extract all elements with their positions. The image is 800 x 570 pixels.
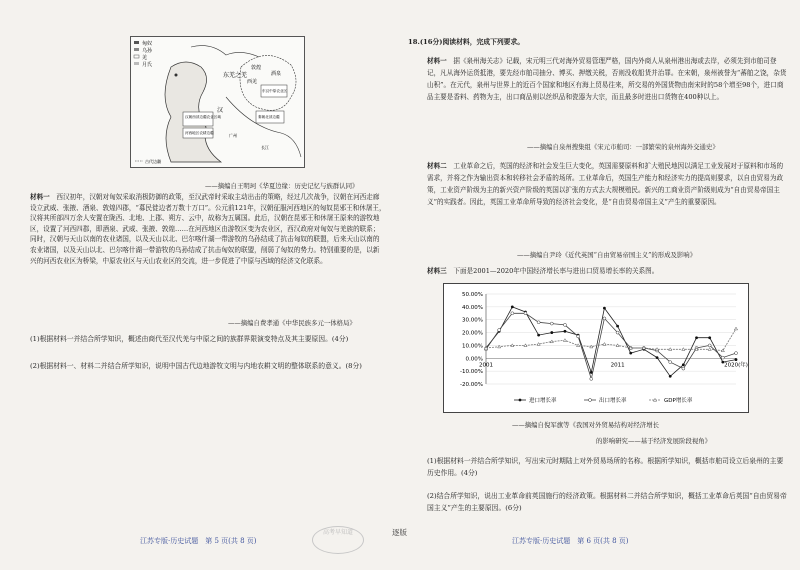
place-guangzhou: 广州 [229,133,237,138]
y-tick-label: 50.00% [462,292,483,298]
series-1-point [629,352,632,355]
series-1-point [669,375,672,378]
y-tick-label: 10.00% [462,343,483,350]
y-tick-label: -20.00% [460,382,483,388]
legend-swatch-2 [134,48,139,51]
series-3-point [734,327,737,330]
y-tick-label: 40.00% [462,304,483,311]
chart-svg [444,284,748,412]
series-2-point [511,312,514,315]
r-material1-label: 材料一 [427,57,447,65]
series-2-point [735,352,738,355]
place-xiqiang: 西羌 [247,79,258,85]
r-material2-text: 工业革命之后，英国的经济和社会发生巨大变化，英国需要原料和扩大殖民地因以满足工业发展对于原料和市场的需求，并将之作为输出资本和转移社会矛盾的场所。工业革命后，英国生产能力和经济实力的提高则要求，以自由贸易为政策，工业资产阶级为主的新兴资产阶级的英国以扩张的方式去大规模殖民。新兴的工商业资产阶级则成为“自由贸易帝国主义”的实践者。因此，英国工业革命所导致的经济社会变化，是“自由贸易帝国主义”产生的重要原因。 [427,162,784,206]
series-1-point [695,336,698,339]
legend-swatch-1 [134,41,139,44]
series-1-point [721,361,724,364]
series-1-point [564,330,567,333]
x-tick-label: 2001 [479,362,493,369]
region-box-2-label: 河西地区农耕边疆 [185,131,214,135]
legend-label-3: GDP增长率 [664,398,693,404]
r-question-1: (1)根据材料一并结合所学知识，写出宋元时期陆上对外贸易场所的名称。根据所学知识，概括市舶司设立后泉州的主要历史作用。(4分) [427,457,784,477]
series-2-point [577,335,580,338]
series-1-point [656,356,659,359]
series-1-point [735,358,738,361]
y-tick-label: 30.00% [462,317,483,324]
legend-border-label: 古代边疆 [145,159,161,164]
material1-source: ——摘编自费孝通《中华民族多元一体格局》 [228,319,356,327]
material1-label: 材料一 [30,193,50,201]
question-1: (1)根据材料一并结合所学知识，概述由商代至汉代羌与中原之间的族群界限演变特点及其主要原因。(4分) [30,335,349,343]
left-footer: 江苏专版·历史试题 第 5 页(共 8 页) [140,537,257,545]
place-han: 汉 [217,107,224,114]
legend-label-1: 匈奴 [142,41,153,47]
series-1-point [511,305,514,308]
city-marker [175,74,178,77]
series-2-point [524,312,527,315]
legend-swatch-3 [134,55,139,58]
region-box-3-label: 秦朝北部边疆 [258,115,280,119]
r-material1-text: 据《泉州海关志》记载，宋元明三代对海外贸易管理严格，国内外商人从泉州港出海或去岸，必须先到市舶司登记，凡从海外运货抵港，要先经市舶司抽分、博买、押缴关税，否则没收船货并治罪。在宋朝，泉州被誉为“蕃舶之饶，杂货山积”。在元代，泉州与世界上的近百个国家和地区有海上贸易往来，所交易的外国货物由南宋时的58个增至98个，进口商品主要是香料、药物为主，出口商品则以丝织品和瓷器为大宗，而且最多时进出口货物在400种以上。 [427,57,787,101]
series-2-point [550,322,553,325]
right-footer: 江苏专版·历史试题 第 6 页(共 8 页) [512,537,629,545]
material1-paragraph [30,192,386,266]
r-material3-label: 材料三 [427,267,447,275]
historical-map [130,36,305,168]
legend-marker-2 [589,399,592,402]
map-graphic [131,37,304,167]
series-2-point [721,356,724,359]
series-1-point [537,334,540,337]
series-1-point [682,363,685,366]
map-source: ——摘编自王明珂《华夏边缘：历史记忆与族群认同》 [205,182,359,190]
region-box-1-label: 汉朝西部边疆农业区域 [185,115,221,119]
legend-label-2: 出口增长率 [599,398,627,404]
series-1-point [550,331,553,334]
series-2-point [590,377,593,380]
region-box-4-label: 东汉中原农业区 [262,89,288,93]
y-tick-label: 20.00% [462,330,483,337]
series-2-point [616,331,619,334]
series-2-point [682,367,685,370]
r-material1-source: ——摘编自泉州搜集组《宋元市舶司：一部繁荣的泉州海外交通史》 [527,143,719,151]
series-2-point [563,323,566,326]
x-tick-label: 2020(年) [724,362,748,369]
series-2-point [669,361,672,364]
place-changjiang: 长江 [261,145,269,150]
watermark-text: 逐版 [392,528,407,537]
place-dunhuang: 敦煌 [251,65,262,71]
x-tick-label: 2011 [610,362,625,369]
series-line-2 [486,313,736,379]
series-1-point [603,307,606,310]
legend-marker-1 [519,399,522,402]
series-1-point [616,325,619,328]
series-2-point [537,321,540,324]
question-2: (2)根据材料一、材料二并结合所学知识，说明中国古代边地游牧文明与内地农耕文明的整体联系的意义。(8分) [30,362,362,370]
trade-growth-chart [443,283,749,413]
y-tick-label: -10.00% [460,369,483,376]
r-question-2: (2)结合所学知识，说出工业革命前英国施行的经济政策。根据材料二并结合所学知识，概括工业革命后英国“自由贸易帝国主义”产生的主要原因。(6分) [427,492,787,512]
chart-source-line1: ——摘编自倪军旗等《我国对外贸易结构对经济增长 [512,421,659,429]
place-dongqiang: 东羌之羌 [223,72,248,79]
r-material2-source: ——摘编自尹玲《近代英国“自由贸易帝国主义”的形成及影响》 [517,251,697,259]
r-material2-label: 材料二 [427,162,447,170]
legend-label-1: 进口增长率 [529,398,557,404]
faded-stamp: 高考早知道 [312,526,364,554]
r-material2-paragraph [427,160,789,208]
right-page [400,0,800,570]
r-material3-paragraph [427,265,789,277]
series-1-point [708,336,711,339]
r-material3-text: 下面是2001—2020年中国经济增长率与进出口贸易增长率的关系图。 [453,267,659,275]
r-material1-paragraph [427,55,789,103]
place-jiuquan: 酒泉 [271,71,282,77]
northern-border-line [191,46,259,57]
legend-label-4: 月氏 [142,62,153,68]
legend-label-2: 乌孙 [142,48,153,54]
series-2-point [498,329,501,332]
series-2-point [603,317,606,320]
legend-swatch-4 [134,62,139,65]
legend-label-3: 羌 [142,55,148,61]
y-tick-label: 0.00% [465,356,483,363]
chart-source-line2: 的影响研究——基于经济发展阶段视角》 [596,437,712,445]
material1-text: 西汉初年，汉朝对匈奴采取消极防御的政策，至汉武帝时采取主动出击的策略，经过几次战争，汉朝在河西走廊设立武威、张掖、酒泉、敦煌四郡，“募民徙边者万数十万口”。公元前121年，汉朝征服河西地区的匈奴昆邪王和休屠王，汉将其所部四万余人安置在陇西、北地、上郡、朔方、云中，故称为五属国。此后，汉朝在昆邪王和休屠王原来的游牧地区，设置了河西四郡，即酒泉、武威、张掖、敦煌……在河西地区由游牧区变为农业区，西汉政府对匈奴与羌族的联系；同时，汉朝与天山以南的农业诸国，以及天山以北、巴尔喀什湖一带游牧的乌孙结成了抗击匈奴的联盟，后来天山以南的农业诸国，以及天山以北、巴尔喀什湖一带游牧的乌孙结成了抗击匈奴的联盟，削弱了匈奴的势力。特别重要的是，以新兴的河西农业区为桥梁，中原农业区与天山农业区的交流，进一步促进了中原与西域的经济文化联系。 [30,193,386,265]
series-2-point [708,344,711,347]
question-18-header: 18.(16分)阅读材料，完成下列要求。 [408,38,525,46]
